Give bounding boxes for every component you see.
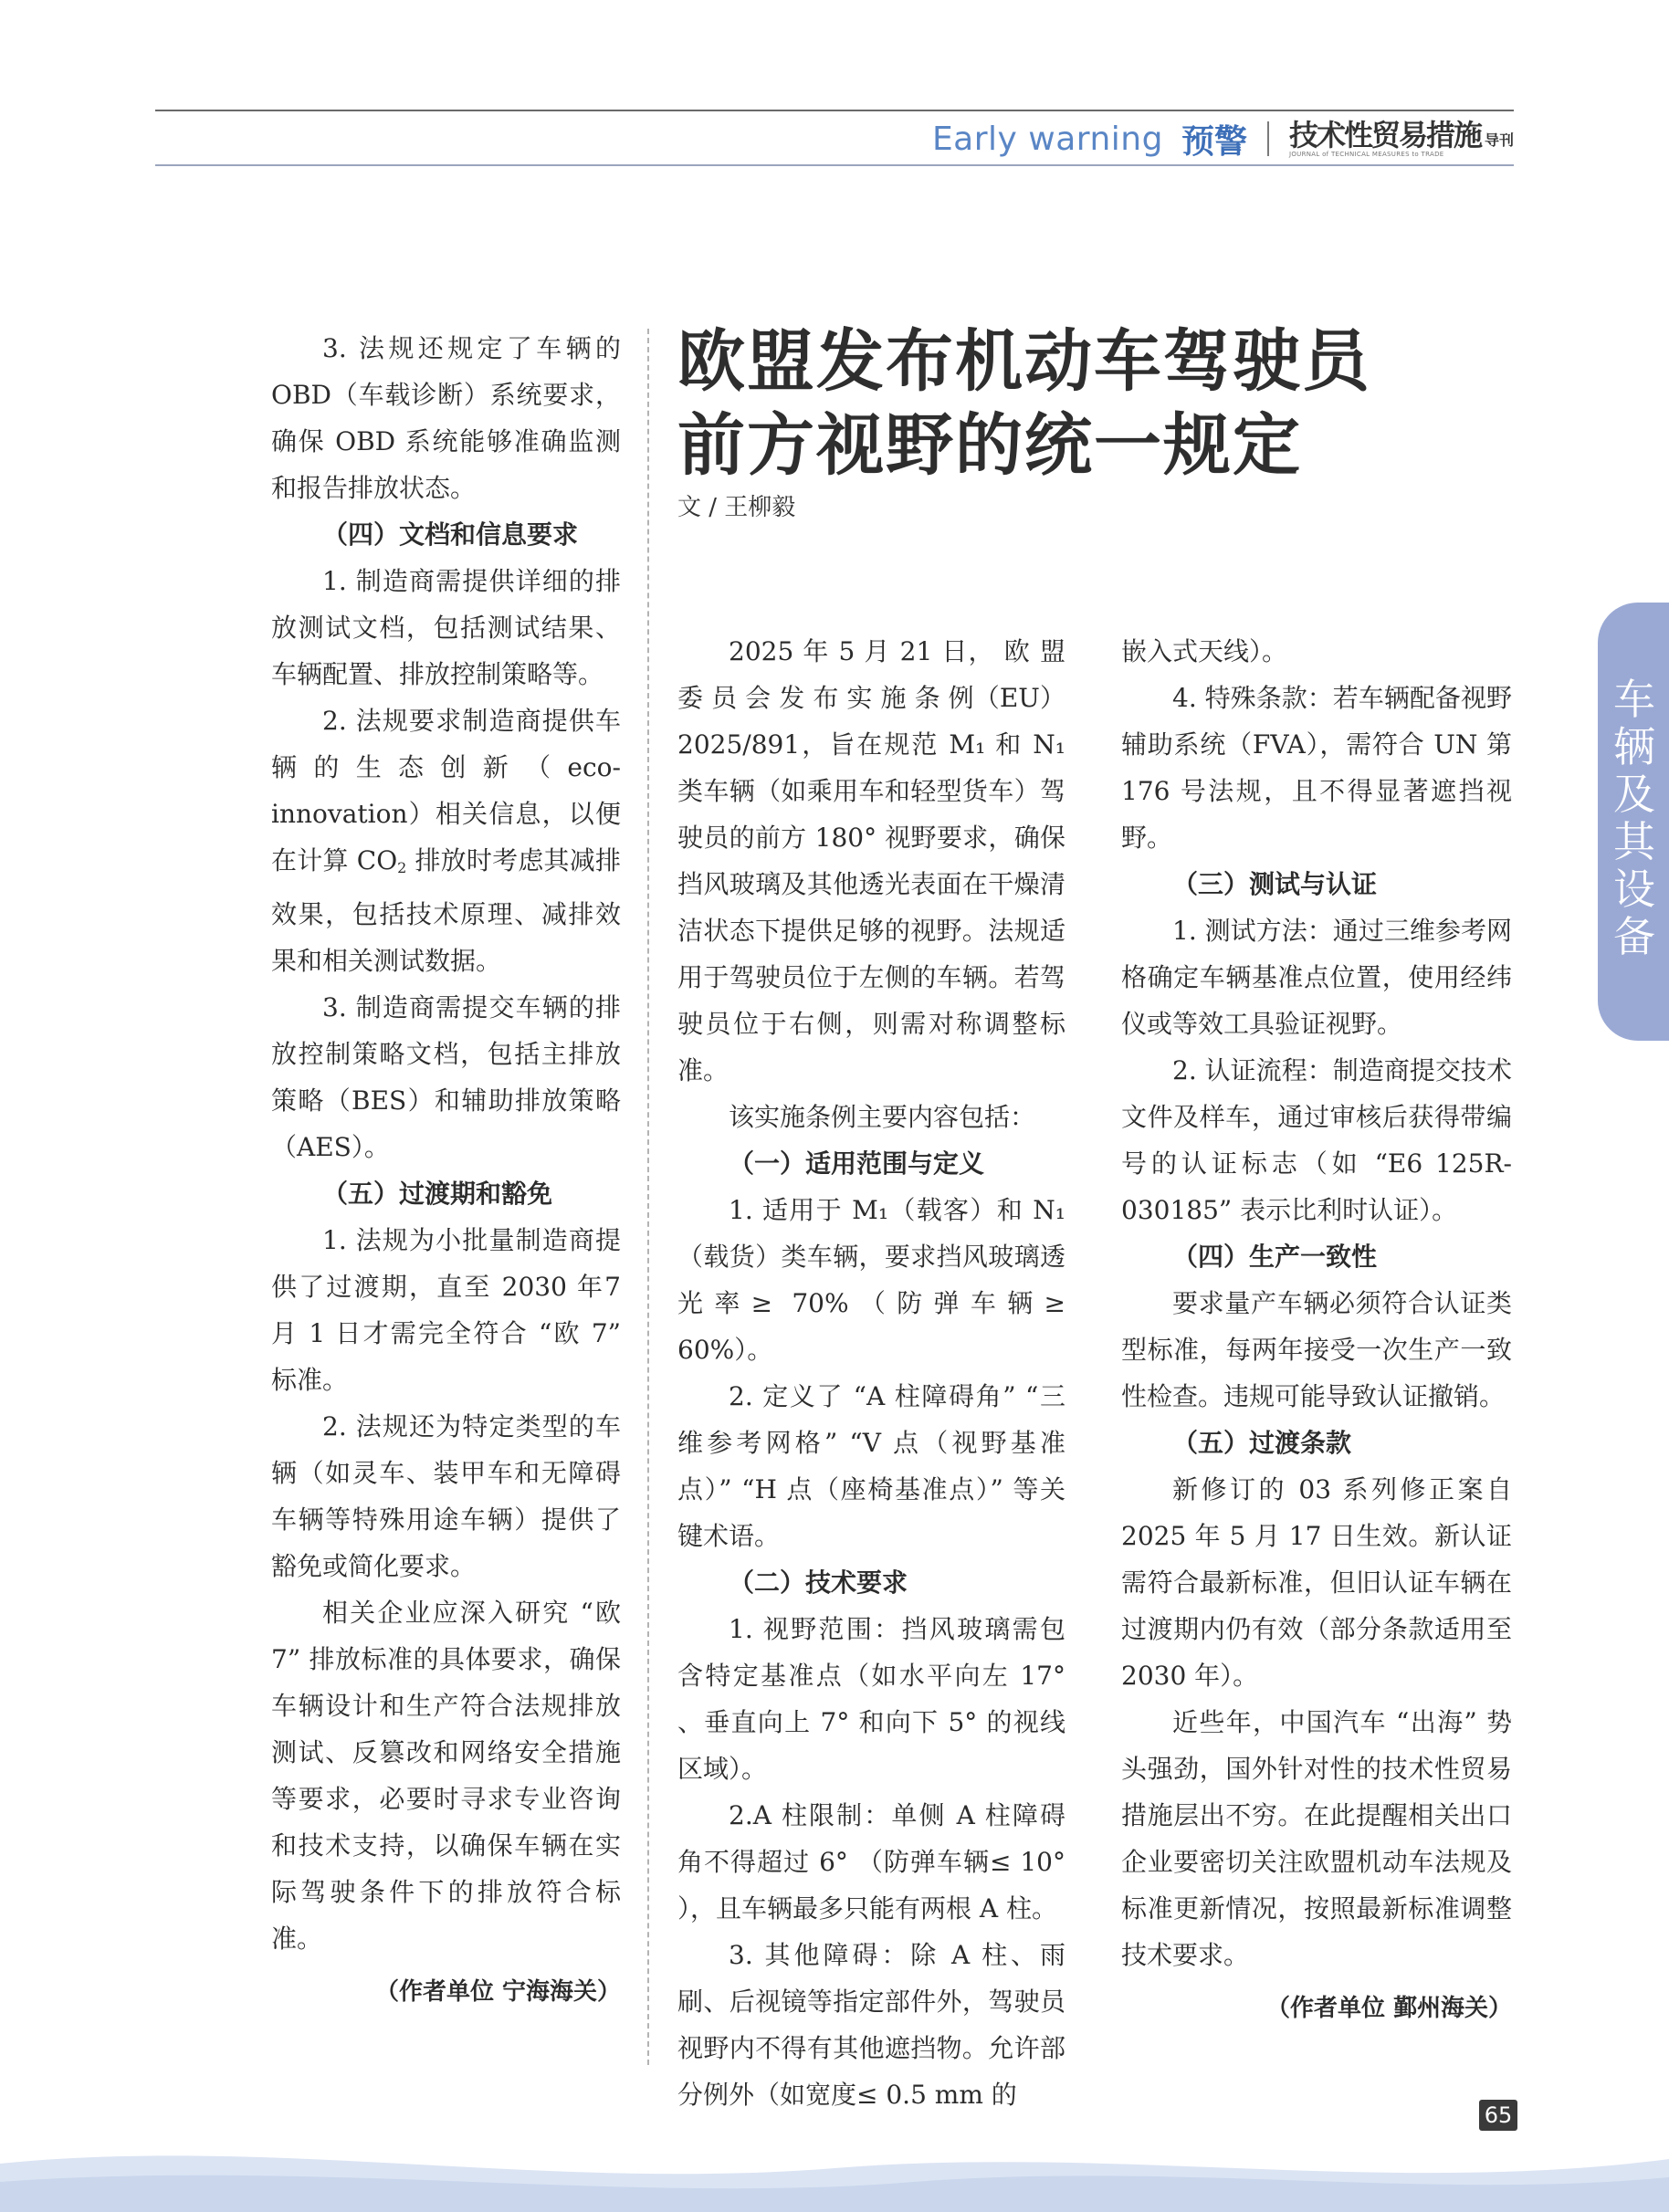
paragraph: 要求量产车辆必须符合认证类型标准，每两年接受一次生产一致性检查。违规可能导致认证撤销。	[1121, 1288, 1512, 1411]
journal-name: 技术性贸易措施 导刊	[1288, 117, 1514, 152]
subheading: （三）测试与认证	[1172, 869, 1378, 899]
paragraph: 1. 测试方法：通过三维参考网格确定车辆基准点位置，使用经纬仪或等效工具验证视野。	[1121, 916, 1512, 1039]
bottom-wave-decoration	[0, 2127, 1669, 2212]
header-rule-top	[155, 110, 1514, 111]
paragraph: 3. 其他障碍：除 A 柱、雨刷、后视镜等指定部件外，驾驶员视野内不得有其他遮挡物。允许部分例外（如宽度≤ 0.5 mm 的	[677, 1940, 1065, 2110]
author-affiliation: （作者单位 宁海海关）	[374, 1978, 621, 2006]
paragraph: 1. 制造商需提供详细的排放测试文档，包括测试结果、车辆配置、排放控制策略等。	[271, 566, 621, 689]
paragraph: 1. 视野范围：挡风玻璃需包含特定基准点（如水平向左 17° 、垂直向上 7° 和向下 5° 的视线区域）。	[677, 1614, 1065, 1784]
paragraph: 3. 法规还规定了车辆的OBD（车载诊断）系统要求，确保 OBD 系统能够准确监测和报告排放状态。	[271, 333, 621, 503]
paragraph: 嵌入式天线）。	[1121, 636, 1288, 666]
paragraph: 4. 特殊条款：若车辆配备视野辅助系统（FVA），需符合 UN 第 176 号法规，且不得显著遮挡视野。	[1121, 683, 1512, 853]
running-header	[932, 117, 1514, 161]
column-middle	[677, 628, 1065, 2118]
paragraph: 3. 制造商需提交车辆的排放控制策略文档，包括主排放策略（BES）和辅助排放策略（AES）。	[271, 992, 621, 1162]
author-affiliation: （作者单位 鄞州海关）	[1265, 1995, 1512, 2022]
paragraph: 该实施条例主要内容包括：	[729, 1102, 1036, 1132]
subheading: （五）过渡条款	[1172, 1428, 1352, 1458]
paragraph: 1. 法规为小批量制造商提供了过渡期，直至 2030 年7 月 1 日才需完全符合 “欧 7” 标准。	[271, 1225, 621, 1395]
column-left	[271, 325, 621, 2016]
paragraph: 2. 法规还为特定类型的车辆（如灵车、装甲车和无障碍车辆等特殊用途车辆）提供了豁免或简化要求。	[271, 1411, 621, 1581]
paragraph: 近些年，中国汽车 “出海” 势头强劲，国外针对性的技术性贸易措施层出不穷。在此提醒相关出口企业要密切关注欧盟机动车法规及标准更新情况，按照最新标准调整技术要求。	[1121, 1707, 1512, 1970]
column-divider	[647, 329, 649, 2065]
header-rule-bottom	[155, 164, 1514, 166]
paragraph: 2025 年 5 月 21 日， 欧 盟 委 员 会 发 布 实 施 条 例（EU）2025/891，旨在规范 M₁ 和 N₁ 类车辆（如乘用车和轻型货车）驾驶员的前方 180° 视野要求，确保挡风玻璃及其他透光表面在干燥清洁状态下提供足够的视野。法规适用于驾驶员位于左侧的车辆。若驾驶员位于右侧，则需对称调整标准。	[677, 636, 1065, 1085]
subheading: （一）适用范围与定义	[729, 1148, 985, 1179]
page-number: 65	[1479, 2100, 1517, 2131]
subheading: （二）技术要求	[729, 1567, 908, 1598]
section-label-en: Early warning	[931, 120, 1163, 158]
journal-logo	[1288, 117, 1514, 158]
subheading: （四）文档和信息要求	[322, 519, 579, 550]
journal-name-en: JOURNAL of TECHNICAL MEASURES to TRADE	[1288, 150, 1444, 158]
paragraph: 2. 认证流程：制造商提交技术文件及样车，通过审核后获得带编号的认证标志（如 “E6 125R-030185” 表示比利时认证）。	[1121, 1055, 1512, 1225]
byline: 文 / 王柳毅	[677, 494, 796, 521]
paragraph: 相关企业应深入研究 “欧 7” 排放标准的具体要求，确保车辆设计和生产符合法规排放测试、反篡改和网络安全措施等要求，必要时寻求专业咨询和技术支持，以确保车辆在实际驾驶条件下的排放符合标准。	[271, 1598, 621, 1954]
side-tab-label: 车 辆 及 其 设 备	[1613, 675, 1655, 961]
paragraph: 2.A 柱限制：单侧 A 柱障碍角不得超过 6° （防弹车辆≤ 10° ），且车辆最多只能有两根 A 柱。	[677, 1800, 1065, 1924]
paragraph: 2. 定义了 “A 柱障碍角” “三维参考网格” “V 点（视野基准点）” “H 点（座椅基准点）” 等关键术语。	[677, 1381, 1065, 1551]
paragraph: 1. 适用于 M₁（载客）和 N₁（载货）类车辆，要求挡风玻璃透光率≥ 70%（防弹车辆≥ 60%）。	[677, 1195, 1065, 1365]
section-label-zh: 预警	[1181, 122, 1247, 161]
subheading: （五）过渡期和豁免	[322, 1179, 553, 1209]
paragraph: 2. 法规要求制造商提供车辆的生态创新（eco-innovation）相关信息，以便在计算 CO2 排放时考虑其减排效果，包括技术原理、减排效果和相关测试数据。	[271, 706, 621, 976]
header-separator	[1267, 121, 1269, 156]
subheading: （四）生产一致性	[1172, 1242, 1378, 1272]
paragraph: 新修订的 03 系列修正案自 2025 年 5 月 17 日生效。新认证需符合最新标准，但旧认证车辆在过渡期内仍有效（部分条款适用至 2030 年）。	[1121, 1474, 1512, 1691]
column-right	[1121, 628, 1512, 2032]
article-title: 欧盟发布机动车驾驶员 前方视野的统一规定	[677, 322, 1371, 485]
